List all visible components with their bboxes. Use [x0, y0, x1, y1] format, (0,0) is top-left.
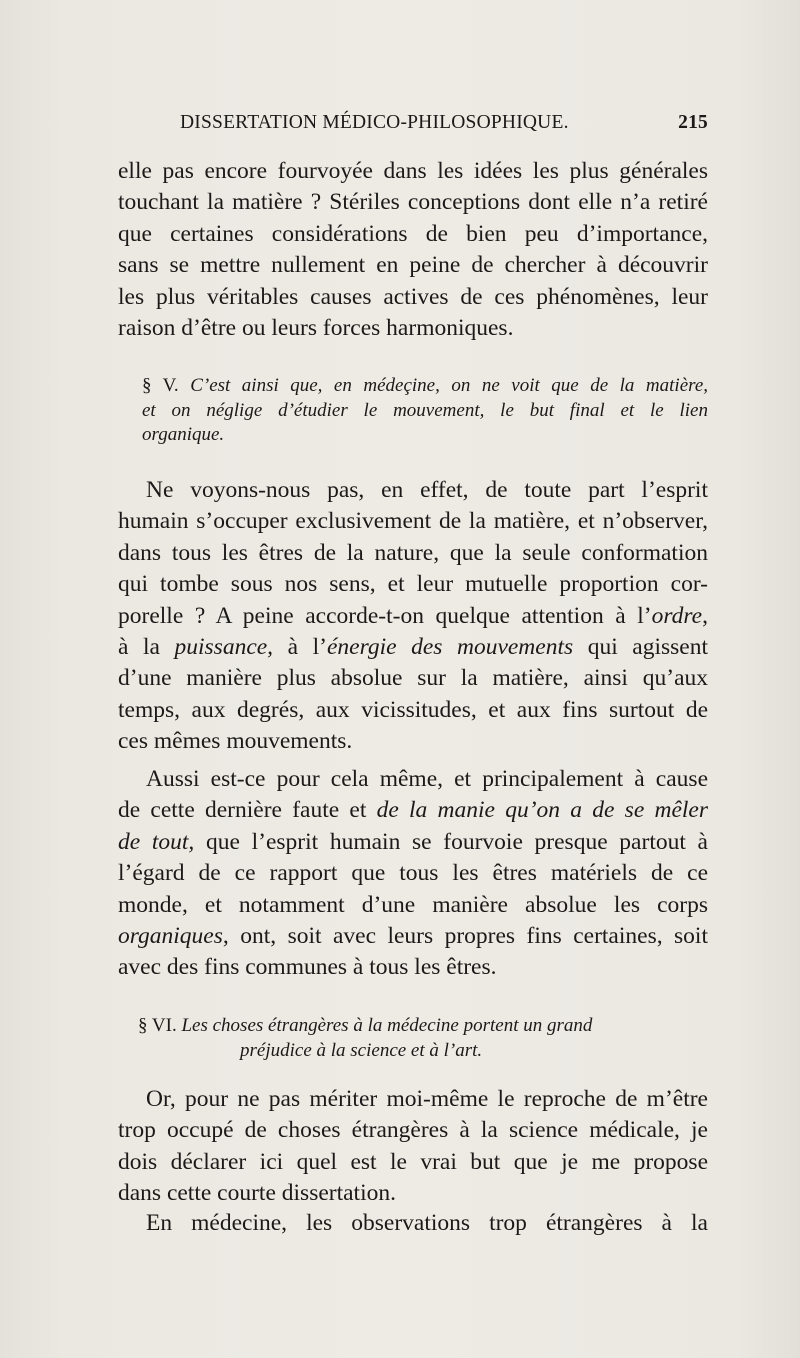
text-run: à la [118, 634, 175, 661]
text-run: à l’ [273, 634, 327, 661]
paragraph-line: Or, pour ne pas mériter moi-même le reproche de m’être [146, 1086, 708, 1112]
section-number: § V. [142, 375, 179, 396]
paragraph-line: dans tous les êtres de la nature, que la seule conformation [118, 539, 708, 566]
paragraph-line [118, 601, 708, 632]
paragraph-line: qui tombe sous nos sens, et leur mutuelle proportion cor- [118, 571, 708, 598]
paragraph-line: humain s’occuper exclusivement de la matière, et n’observer, [118, 508, 708, 535]
paragraph-line: Aussi est-ce pour cela même, et principalement à cause [146, 766, 708, 792]
paragraph-line: elle pas encore fourvoyée dans les idées les plus générales [118, 158, 708, 184]
paragraph-line: dans cette courte dissertation. [118, 1180, 396, 1207]
paragraph-line: temps, aux degrés, aux vicissitudes, et aux fins surtout de [118, 696, 708, 723]
text-run: que l’esprit humain se fourvoie presque partout à [194, 828, 708, 855]
paragraph-line: avec des fins communes à tous les êtres. [118, 954, 497, 981]
section-heading-vi [118, 1014, 708, 1063]
paragraph-line: l’égard de ce rapport que tous les êtres matériels de ce [118, 860, 708, 887]
paragraph-line: touchant la matière ? Stériles conceptions dont elle n’a retiré [118, 189, 708, 216]
section-title-part: organique. [142, 424, 225, 445]
paragraph-1 [118, 156, 708, 344]
italic-phrase: de tout, [118, 828, 195, 855]
paragraph-line: dois déclarer ici quel est le vrai but que je me propose [118, 1148, 708, 1175]
running-title: DISSERTATION MÉDICO-PHILOSOPHIQUE. [180, 112, 569, 133]
paragraph-5 [118, 1208, 708, 1239]
section-heading-line [118, 1039, 708, 1064]
paragraph-4 [118, 1084, 708, 1210]
section-heading-line [118, 374, 708, 399]
section-title-part: Les choses étrangères à la médecine portent un grand [181, 1015, 593, 1036]
section-heading-line [118, 399, 708, 424]
paragraph-3 [118, 764, 708, 984]
section-title-part: et on néglige d’étudier le mouvement, le but final et le lien [142, 399, 708, 421]
text-run: , [702, 602, 708, 629]
paragraph-line: monde, et notamment d’une manière absolue les corps [118, 891, 708, 918]
paragraph-line: sans se mettre nullement en peine de chercher à découvrir [118, 252, 708, 279]
paragraph-line [118, 795, 708, 826]
italic-term-ordre: ordre [651, 602, 703, 629]
paragraph-line [118, 921, 708, 952]
section-heading-line [118, 1014, 708, 1039]
section-number: § VI. [138, 1015, 177, 1036]
section-heading-v [118, 374, 708, 448]
section-title-part: préjudice à la science et à l’art. [240, 1039, 483, 1061]
italic-term-energie: énergie des mouvements [326, 634, 574, 661]
italic-term-puissance: puissance, [174, 634, 274, 661]
italic-term-organiques: organiques [118, 923, 223, 950]
paragraph-line: ces mêmes mouvements. [118, 728, 353, 755]
paragraph-line: raison d’être ou leurs forces harmoniques. [118, 315, 514, 342]
running-header [118, 112, 708, 142]
paragraph-line [118, 827, 708, 858]
paragraph-2 [118, 475, 708, 758]
text-run: qui agissent [573, 634, 708, 661]
italic-phrase: de la manie qu’on a de se mêler [376, 797, 708, 824]
paragraph-line: que certaines considérations de bien peu d’importance, [118, 220, 708, 247]
paragraph-line: En médecine, les observations trop étrangères à la [146, 1210, 708, 1236]
paragraph-line: trop occupé de choses étrangères à la science médicale, je [118, 1117, 708, 1144]
page-number: 215 [678, 112, 708, 133]
section-title-part: C’est ainsi que, en médeçine, on ne voit que de la matière, [190, 375, 708, 396]
paragraph-line: d’une manière plus absolue sur la matière, ainsi qu’aux [118, 665, 708, 692]
paragraph-line [118, 632, 708, 663]
paragraph-line: Ne voyons-nous pas, en effet, de toute part l’esprit [146, 477, 708, 503]
paragraph-line: les plus véritables causes actives de ces phénomènes, leur [118, 283, 708, 310]
text-run: , ont, soit avec leurs propres fins certaines, soit [222, 923, 708, 950]
text-run: de cette dernière faute et [118, 797, 377, 824]
text-run: porelle ? A peine accorde-t-on quelque attention à l’ [118, 602, 652, 629]
section-heading-line [118, 423, 708, 448]
